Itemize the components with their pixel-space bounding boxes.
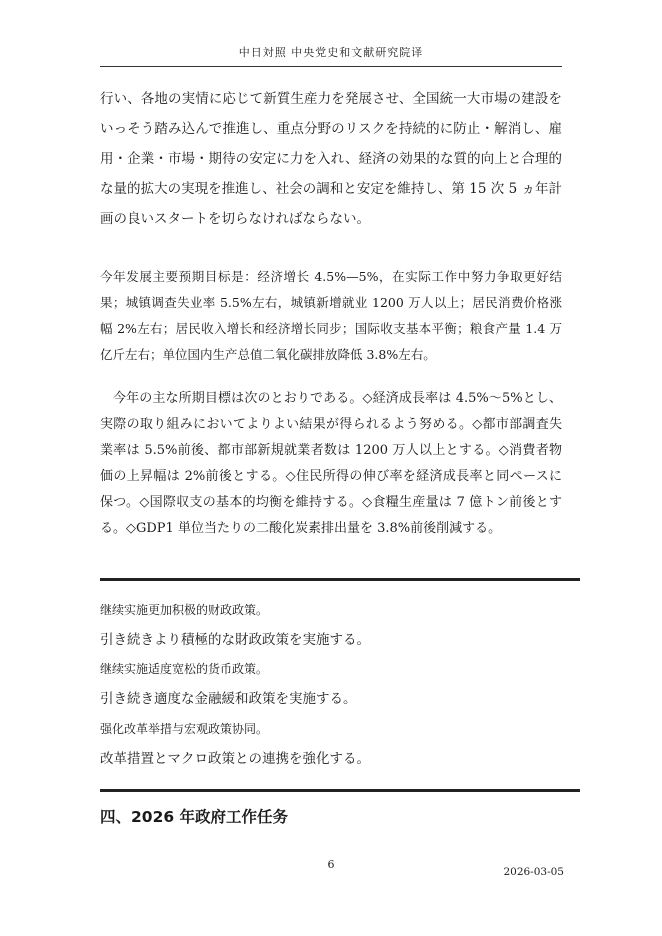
policy-3-chinese: 强化改革举措与宏观政策协同。 bbox=[100, 722, 269, 736]
policy-2-japanese: 引き続き適度な金融緩和政策を実施する。 bbox=[100, 691, 357, 707]
page-number: 6 bbox=[327, 858, 335, 871]
section-heading: 四、2026 年政府工作任务 bbox=[100, 808, 289, 826]
document-date: 2026-03-05 bbox=[503, 866, 564, 878]
japanese-intro-paragraph: 行い、各地の実情に応じて新質生産力を発展させ、全国統一大市場の建設をいっそう踏み込んで推進し、重点分野のリスクを持続的に防止・解消し、雇用・企業・市場・期待の安定に力を入れ、経済の効果的な質的向上と合理的な量的拡大の実現を推進し、社会の調和と安定を維持し、第 15 次 5 ヵ年計画の良いスタートを切らなければならない。 bbox=[100, 91, 562, 227]
japanese-targets-paragraph: 今年の主な所期目標は次のとおりである。◇経済成長率は 4.5%～5%とし、実際の取り組みにおいてよりよい結果が得られるよう努める。◇都市部調査失業率は 5.5%前後、都市部新規就業者数は 1200 万人以上とする。◇消費者物価の上昇幅は 2%前後とする。◇住民所得の伸び率を経済成長率と同ペースに保つ。◇国際収支の基本的均衡を維持する。◇食糧生産量は 7 億トン前後とする。◇GDP1 単位当たりの二酸化炭素排出量を 3.8%前後削減する。 bbox=[100, 391, 562, 536]
policy-3-japanese: 改革措置とマクロ政策との連携を強化する。 bbox=[100, 751, 370, 767]
chinese-targets-paragraph: 今年发展主要预期目标是：经济增长 4.5%—5%，在实际工作中努力争取更好结果；城镇调查失业率 5.5%左右，城镇新增就业 1200 万人以上；居民消费价格涨幅 2%左右；居民收入增长和经济增长同步；国际收支基本平衡；粮食产量 1.4 万亿斤左右；单位国内生产总值二氧化碳排放降低 3.8%左右。 bbox=[100, 269, 562, 362]
policy-2-chinese: 继续实施适度宽松的货币政策。 bbox=[100, 662, 269, 676]
section-divider-top bbox=[100, 578, 580, 581]
policy-1-japanese: 引き続きより積極的な財政政策を実施する。 bbox=[100, 632, 370, 648]
section-divider-bottom bbox=[100, 789, 580, 792]
policy-1-chinese: 继续实施更加积极的财政政策。 bbox=[100, 603, 269, 617]
page-header: 中日対照 中央党史和文献研究院译 bbox=[100, 44, 562, 67]
